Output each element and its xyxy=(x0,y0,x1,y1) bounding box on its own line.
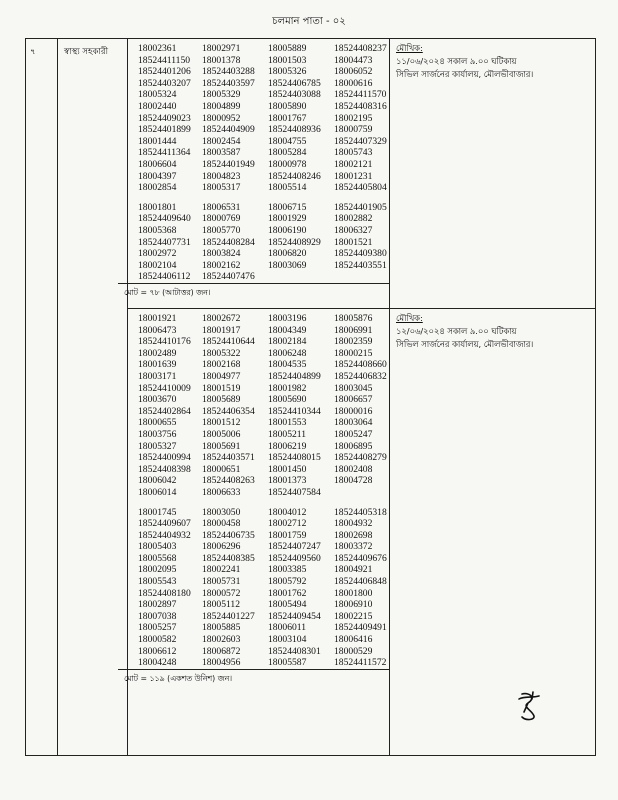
roll-number: 18003372 xyxy=(334,541,373,553)
roll-number: 18524407329 xyxy=(334,135,387,147)
roll-number: 18001800 xyxy=(334,587,373,599)
roll-number: 18005247 xyxy=(334,428,373,440)
roll-number: 18524410644 xyxy=(202,336,255,348)
group-total: মোট = ১১৯ (একশত উনিশ) জন। xyxy=(118,669,389,689)
roll-number: 18001982 xyxy=(268,382,307,394)
roll-number: 18006991 xyxy=(334,324,373,336)
roll-number: 18524407247 xyxy=(268,541,321,553)
roll-number: 18006011 xyxy=(268,622,307,634)
roll-number: 18004755 xyxy=(268,135,307,147)
roll-number: 18006327 xyxy=(334,224,373,236)
signature-mark xyxy=(512,690,546,722)
roll-number: 18524409380 xyxy=(334,248,387,260)
roll-number: 18524408398 xyxy=(138,463,191,475)
roll-number: 18005284 xyxy=(268,147,307,159)
roll-number: 18002603 xyxy=(202,634,241,646)
roll-number: 18524406832 xyxy=(334,370,387,382)
roll-number: 18005211 xyxy=(268,428,307,440)
roll-number: 18005327 xyxy=(138,440,177,452)
roll-number: 18524407584 xyxy=(268,486,321,498)
roll-list xyxy=(128,309,389,669)
roll-number: 18005368 xyxy=(138,224,177,236)
roll-number: 18004535 xyxy=(268,359,307,371)
roll-number: 18524408279 xyxy=(334,452,387,464)
roll-number: 18001767 xyxy=(268,112,307,124)
roll-number: 18001231 xyxy=(334,170,373,182)
roll-number: 18524407731 xyxy=(138,236,191,248)
roll-number xyxy=(268,271,334,283)
roll-number: 18004977 xyxy=(202,370,241,382)
roll-number: 18524403597 xyxy=(202,77,255,89)
roll-block xyxy=(138,507,389,669)
roll-number: 18003824 xyxy=(202,248,241,260)
roll-number: 18005691 xyxy=(202,440,241,452)
roll-number: 18524403207 xyxy=(138,77,191,89)
remark-venue: সিভিল সার্জনের কার্যালয়, মৌলভীবাজার। xyxy=(396,69,534,79)
roll-number: 18002489 xyxy=(138,347,177,359)
roll-number: 18000655 xyxy=(138,417,177,429)
roll-number: 18006473 xyxy=(138,324,177,336)
roll-block xyxy=(138,43,389,194)
roll-number: 18006416 xyxy=(334,634,373,646)
roll-number: 18002361 xyxy=(138,43,177,54)
roll-block xyxy=(138,202,389,283)
roll-number: 18001759 xyxy=(268,529,307,541)
serial-number: ৭ xyxy=(30,47,36,57)
roll-number: 18003069 xyxy=(268,259,307,271)
roll-number: 18005689 xyxy=(202,394,241,406)
roll-number: 18524408246 xyxy=(268,170,321,182)
roll-number: 18002712 xyxy=(268,518,307,530)
roll-number: 18001503 xyxy=(268,54,307,66)
roll-number: 18006248 xyxy=(268,347,307,359)
roll-number: 18005792 xyxy=(268,576,307,588)
roll-number: 18006190 xyxy=(268,224,307,236)
roll-number: 18003385 xyxy=(268,564,307,576)
roll-number xyxy=(334,487,400,499)
roll-number: 18000952 xyxy=(202,112,241,124)
roll-number: 18001378 xyxy=(202,54,241,66)
roll-number: 18006052 xyxy=(334,66,373,78)
roll-number: 18000651 xyxy=(202,463,241,475)
roll-number: 18002897 xyxy=(138,599,177,611)
roll-number: 18524408385 xyxy=(202,552,255,564)
roll-group-2 xyxy=(124,309,390,756)
roll-number: 18001373 xyxy=(268,475,307,487)
remark-cell-2 xyxy=(390,309,596,756)
roll-number: 18003104 xyxy=(268,634,307,646)
roll-list xyxy=(128,39,389,283)
roll-number: 18524410009 xyxy=(138,382,191,394)
remark-cell-1 xyxy=(390,39,596,309)
roll-number: 18524408284 xyxy=(202,236,255,248)
roll-number: 18002184 xyxy=(268,336,307,348)
roll-number: 18524408180 xyxy=(138,587,191,599)
roll-number: 18004899 xyxy=(202,100,241,112)
roll-number: 18524404909 xyxy=(202,124,255,136)
post-cell xyxy=(58,39,128,756)
roll-number: 18004956 xyxy=(202,657,241,669)
roll-number: 18000458 xyxy=(202,518,241,530)
roll-number: 18005514 xyxy=(268,182,307,194)
roll-number: 18524400994 xyxy=(138,452,191,464)
roll-number: 18002672 xyxy=(202,313,241,324)
roll-number: 18002168 xyxy=(202,359,241,371)
roll-number: 18524406354 xyxy=(202,405,255,417)
roll-number: 18001444 xyxy=(138,135,177,147)
roll-number: 18000616 xyxy=(334,77,373,89)
roll-number: 18524406112 xyxy=(138,271,191,283)
roll-number: 18002440 xyxy=(138,100,177,112)
roll-number: 18005329 xyxy=(202,89,241,101)
roll-number: 18524409023 xyxy=(138,112,191,124)
roll-number: 18006633 xyxy=(202,486,241,498)
roll-number: 18003587 xyxy=(202,147,241,159)
roll-number: 18002104 xyxy=(138,259,177,271)
roll-number: 18000769 xyxy=(202,213,241,225)
roll-number xyxy=(334,271,400,283)
roll-number: 18003050 xyxy=(202,506,241,518)
roll-number: 18524411570 xyxy=(334,89,387,101)
roll-group-1 xyxy=(124,39,390,309)
roll-number: 18002195 xyxy=(334,112,373,124)
roll-number: 18006715 xyxy=(268,201,307,213)
roll-number: 18004248 xyxy=(138,657,177,669)
roll-number: 18006612 xyxy=(138,645,177,657)
roll-number: 18524403288 xyxy=(202,66,255,78)
roll-number: 18524401905 xyxy=(334,201,387,213)
roll-number: 18524410344 xyxy=(268,405,321,417)
roll-number: 18002882 xyxy=(334,213,373,225)
roll-number: 18524401899 xyxy=(138,124,191,136)
roll-number: 18005494 xyxy=(268,599,307,611)
roll-number: 18006531 xyxy=(202,201,241,213)
roll-number: 18004397 xyxy=(138,170,177,182)
roll-number: 18524408316 xyxy=(334,100,387,112)
roll-number: 18524404899 xyxy=(268,370,321,382)
roll-number: 18524409676 xyxy=(334,552,387,564)
roll-number: 18006820 xyxy=(268,248,307,260)
roll-number: 18524402864 xyxy=(138,405,191,417)
roll-number: 18004473 xyxy=(334,54,373,66)
roll-number: 18002095 xyxy=(138,564,177,576)
roll-number: 18524403571 xyxy=(202,452,255,464)
roll-number: 18524410176 xyxy=(138,336,191,348)
roll-number: 18001521 xyxy=(334,236,373,248)
roll-number: 18006604 xyxy=(138,158,177,170)
roll-number: 18004932 xyxy=(334,518,373,530)
roll-number: 18000572 xyxy=(202,587,241,599)
roll-number: 18002971 xyxy=(202,43,241,54)
roll-number: 18524409607 xyxy=(138,518,191,530)
table-row xyxy=(26,39,596,309)
roll-number: 18004921 xyxy=(334,564,373,576)
roll-number: 18005890 xyxy=(268,100,307,112)
roll-number: 18002359 xyxy=(334,336,373,348)
roll-number: 18524411572 xyxy=(334,657,387,669)
roll-number: 18524407476 xyxy=(202,271,255,283)
roll-number: 18524406735 xyxy=(202,529,255,541)
roll-number: 18524406848 xyxy=(334,576,387,588)
roll-number: 18001512 xyxy=(202,417,241,429)
roll-number: 18524401206 xyxy=(138,66,191,78)
serial-cell xyxy=(26,39,58,756)
roll-number: 18524408237 xyxy=(334,43,387,54)
roll-number: 18524411364 xyxy=(138,147,191,159)
roll-number: 18005326 xyxy=(268,66,307,78)
roll-number: 18524408015 xyxy=(268,452,321,464)
roll-number: 18002698 xyxy=(334,529,373,541)
roll-number: 18002972 xyxy=(138,248,177,260)
roll-number: 18000759 xyxy=(334,124,373,136)
roll-number: 18000978 xyxy=(268,158,307,170)
group-total: মোট = ৭৮ (আটাত্তর) জন। xyxy=(118,283,389,303)
roll-number: 18005006 xyxy=(202,428,241,440)
roll-number: 18003756 xyxy=(138,428,177,440)
remark-datetime: ১১/০৬/২০২৪ সকাল ৯.০০ ঘটিকায় xyxy=(396,56,517,66)
roll-number: 18005885 xyxy=(202,622,241,634)
roll-number: 18524408263 xyxy=(202,475,255,487)
roll-number: 18524401949 xyxy=(202,158,255,170)
remark-datetime: ১২/০৬/২০২৪ সকাল ৯.০০ ঘটিকায় xyxy=(396,326,517,336)
roll-number: 18005317 xyxy=(202,182,241,194)
roll-number: 18005324 xyxy=(138,89,177,101)
roll-number: 18005112 xyxy=(202,599,241,611)
roll-number: 18006895 xyxy=(334,440,373,452)
roll-block xyxy=(138,313,389,499)
candidate-table xyxy=(25,38,596,756)
roll-number: 18524403551 xyxy=(334,259,387,271)
roll-number: 18524411150 xyxy=(138,54,191,66)
roll-number: 18004349 xyxy=(268,324,307,336)
roll-number: 18005543 xyxy=(138,576,177,588)
roll-number: 18524406785 xyxy=(268,77,321,89)
roll-number: 18003045 xyxy=(334,382,373,394)
roll-number: 18524401227 xyxy=(202,610,255,622)
roll-number: 18003196 xyxy=(268,313,307,324)
roll-number: 18000529 xyxy=(334,645,373,657)
roll-number: 18001553 xyxy=(268,417,307,429)
roll-number: 18002408 xyxy=(334,463,373,475)
roll-number: 18007038 xyxy=(138,610,177,622)
roll-number: 18001639 xyxy=(138,359,177,371)
remark-heading: মৌখিক: xyxy=(396,313,423,323)
roll-number: 18524408929 xyxy=(268,236,321,248)
roll-number: 18524408660 xyxy=(334,359,387,371)
roll-number: 18003064 xyxy=(334,417,373,429)
roll-number: 18002162 xyxy=(202,259,241,271)
roll-number: 18006014 xyxy=(138,486,177,498)
roll-number: 18005889 xyxy=(268,43,307,54)
roll-number: 18524408301 xyxy=(268,645,321,657)
roll-number: 18005257 xyxy=(138,622,177,634)
roll-number: 18004823 xyxy=(202,170,241,182)
roll-number: 18524408936 xyxy=(268,124,321,136)
roll-number: 18005568 xyxy=(138,552,177,564)
roll-number: 18001801 xyxy=(138,201,177,213)
remark-heading: মৌখিক: xyxy=(396,43,423,53)
roll-number: 18006042 xyxy=(138,475,177,487)
roll-number: 18005731 xyxy=(202,576,241,588)
roll-number: 18001921 xyxy=(138,313,177,324)
roll-number: 18005876 xyxy=(334,313,373,324)
roll-number: 18006296 xyxy=(202,541,241,553)
roll-number: 18006657 xyxy=(334,394,373,406)
roll-number: 18524404932 xyxy=(138,529,191,541)
roll-number: 18005322 xyxy=(202,347,241,359)
roll-number: 18000582 xyxy=(138,634,177,646)
roll-number: 18524409560 xyxy=(268,552,321,564)
roll-number: 18000016 xyxy=(334,405,373,417)
roll-number: 18003171 xyxy=(138,370,177,382)
roll-number: 18005587 xyxy=(268,657,307,669)
roll-number: 18003670 xyxy=(138,394,177,406)
roll-number: 18002854 xyxy=(138,182,177,194)
roll-number: 18524409454 xyxy=(268,610,321,622)
roll-number: 18524405804 xyxy=(334,182,387,194)
roll-number: 18001929 xyxy=(268,213,307,225)
roll-number: 18005743 xyxy=(334,147,373,159)
roll-number: 18524409491 xyxy=(334,622,387,634)
roll-number: 18006219 xyxy=(268,440,307,452)
roll-number: 18005690 xyxy=(268,394,307,406)
roll-number: 18000215 xyxy=(334,347,373,359)
roll-number: 18001745 xyxy=(138,506,177,518)
roll-number: 18002241 xyxy=(202,564,241,576)
remark-venue: সিভিল সার্জনের কার্যালয়, মৌলভীবাজার। xyxy=(396,339,534,349)
roll-number: 18006872 xyxy=(202,645,241,657)
post-name: স্বাস্থ্য সহকারী xyxy=(64,47,109,57)
page-title: চলমান পাতা - ০২ xyxy=(272,16,346,27)
roll-number: 18001450 xyxy=(268,463,307,475)
roll-number: 18001762 xyxy=(268,587,307,599)
roll-number: 18004728 xyxy=(334,475,373,487)
roll-number: 18002454 xyxy=(202,135,241,147)
roll-number: 18005403 xyxy=(138,541,177,553)
roll-number: 18524409640 xyxy=(138,213,191,225)
roll-number: 18006910 xyxy=(334,599,373,611)
roll-number: 18002121 xyxy=(334,158,373,170)
roll-number: 18524405318 xyxy=(334,506,387,518)
roll-number: 18004012 xyxy=(268,506,307,518)
roll-number: 18002215 xyxy=(334,610,373,622)
roll-number: 18524403088 xyxy=(268,89,321,101)
roll-number: 18005770 xyxy=(202,224,241,236)
roll-number: 18001519 xyxy=(202,382,241,394)
roll-number: 18001917 xyxy=(202,324,241,336)
